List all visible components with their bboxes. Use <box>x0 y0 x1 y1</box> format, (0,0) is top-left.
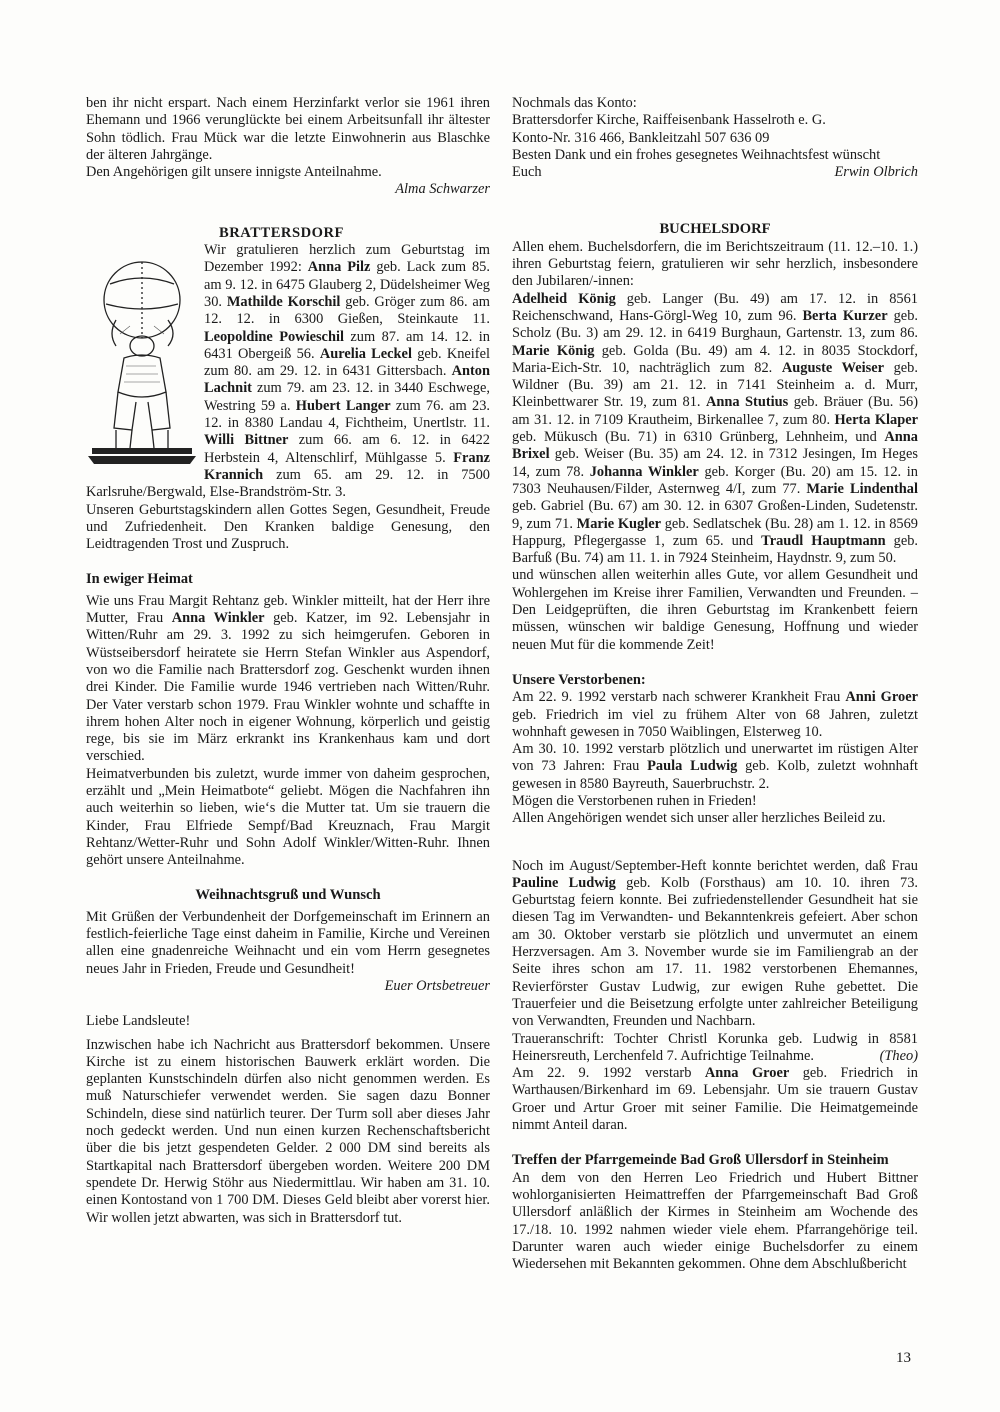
atlas-statue-icon <box>86 242 198 474</box>
konto-line: Brattersdorfer Kirche, Raiffeisenbank Hasselroth e. G. <box>512 112 826 129</box>
verstorbene-section <box>512 672 918 828</box>
konto-signature: Erwin Olbrich <box>834 164 918 181</box>
atlas-statue-illustration <box>86 242 198 474</box>
weihnacht-signature: Euer Ortsbetreuer <box>384 977 490 994</box>
pauline-signature: (Theo) <box>879 1047 918 1064</box>
brattersdorf-wishes: Unseren Geburtstagskindern allen Gottes Segen, Gesundheit, Freude und Zufriedenheit. Den Kranken baldige Genesung, den Leidtragenden Trost und Zuspruch. <box>86 501 490 553</box>
konto-line: Nochmals das Konto: <box>512 95 637 111</box>
condolence-line: Den Angehörigen gilt unsere innigste Anteilnahme. <box>86 164 382 181</box>
buchelsdorf-birthdays: Adelheid König geb. Langer (Bu. 49) am 17. 12. in 8561 Reichenschwand, Hans-Görgl-Weg 10, zum 96. Berta Kurzer geb. Scholz (Bu. 3) am 29. 12. in 6419 Burghaun, Gartenstr. 13, zum 86. Marie König geb. Golda (Bu. 49) am 4. 12. in 8035 Stockdorf, Maria-Eich-Str. 10, nachträglich zum 82. Auguste Weiser geb. Wildner (Bu. 39) am 21. 12. in 7141 Steinheim a. d. Murr, Kleinbettwarer Str. 19, zum 81. Anna Stutius geb. Bräuer (Bu. 56) am 31. 12. in 7109 Krautheim, Birkenallee 7, zum 80. Herta Klaper geb. Mükusch (Bu. 71) in 6310 Grünberg, Lehnheim, und Anna Brixel geb. Weiser (Bu. 35) am 24. 12. in 7312 Jesingen, Im Heges 14, zum 78. Johanna Winkler geb. Korger (Bu. 20) am 15. 12. in 7303 Neuhausen/Filder, Asternweg 4/I, zum 77. Marie Lindenthal geb. Gabriel (Bu. 67) am 30. 12. in 6307 Großen-Linden, Sudetenstr. 9, zum 71. Marie Kugler geb. Sedlatschek (Bu. 28) am 1. 12. in 8569 Happurg, Pflegergasse 1, zum 65. und Traudl Hauptmann geb. Barfuß (Bu. 74) am 11. 1. in 7924 Steinheim, Haydnstr. 9, zum 50. <box>512 290 919 567</box>
konto-greeting: Euch <box>512 164 542 181</box>
landsleute-body: Inzwischen habe ich Nachricht aus Brattersdorf bekommen. Unsere Kirche ist zu einem historischen Bauwerk erklärt worden. Die geplanten Kunstschindeln dürfen also nicht genommen werden. Es muß Naturschiefer verwendet werden. Sie sagen dazu Bonner Schindeln, diese sind natürlich teurer. Der Turm soll aber dieses Jahr noch gedeckt werden. Und nun einen kurzen Rechenschaftsbericht über die bis jetzt gespendeten Gelder. 2 000 DM sind bereits als Startkapital nach Brattersdorf übergeben worden. Weitere 200 DM spendete Dr. Herwig Stöhr aus Niedermittlau. Wir haben am 31. 10. einen Kontostand von 1 700 DM. Dieses Geld bleibt aber vorerst hier. Wir wollen jetzt abwarten, was sich in Brattersdorf tut. <box>86 1036 490 1226</box>
right-column <box>512 95 918 1273</box>
weihnacht-heading: Weihnachtsgruß und Wunsch <box>195 887 381 904</box>
buchelsdorf-section <box>512 221 918 653</box>
landsleute-section <box>86 1013 490 1227</box>
heimat-heading: In ewiger Heimat <box>86 571 193 588</box>
pauline-paragraph: Noch im August/September-Heft konnte berichtet werden, daß Frau Pauline Ludwig geb. Kolb (Forsthaus) am 10. 10. ihren 73. Geburtstag feiern konnte. Bei zufriedenstellender Gesundheit hat sie diesen Tag im Verwandten- und Bekanntenkreis gefeiert. Aber schon am 30. Oktober verstarb sie plötzlich und unvermutet an einem Herzversagen. Am 3. November wurde sie im Familiengrab an der Seite ihres schon am 17. 11. 1982 verstorbenen Ehemannes, Revierförster Gustav Ludwig, zur ewigen Ruhe gebettet. Die Trauerfeier und die Beisetzung erfolgte unter zahlreicher Beteiligung von Verwandten, Freunden und Nachbarn. <box>512 857 918 1030</box>
weihnacht-section <box>86 887 490 995</box>
konto-section <box>512 95 918 181</box>
treffen-body: An dem von den Herren Leo Friedrich und Hubert Bittner wohlorganisierten Heimattreffen der Pfarrgemeinschaft Bad Groß Ullersdorf anläßlich der Kirmes in Steinheim am Wochende des 17./18. 10. 1992 nahmen wieder viele ehem. Pfarrangehörige teil. Darunter waren auch wieder einige Buchelsdorfer zu einem Wiedersehen mit Bekannten gekommen. Ohne dem Abschlußbericht <box>512 1169 918 1273</box>
intro-paragraph: ben ihr nicht erspart. Nach einem Herzinfarkt verlor sie 1961 ihren Ehemann und 1966 verunglückte bei einem Arbeitsunfall ihr ältester Sohn tödlich. Frau Mück war die letzte Einwohnerin aus Blaschke der älteren Jahrgänge. <box>86 95 490 163</box>
page-number: 13 <box>896 1350 911 1366</box>
treffen-section <box>512 1152 918 1273</box>
pauline-section <box>512 858 918 1135</box>
landsleute-salutation: Liebe Landsleute! <box>86 1013 191 1030</box>
brattersdorf-heading: BRATTERSDORF <box>219 224 344 241</box>
buchelsdorf-wishes: und wünschen allen weiterhin alles Gute, vor allem Gesundheit und Wohlergehen im Kreise ihrer Familien, Verwandten und Freunden. – Den Leidgeprüften, die ihren Geburtstag im Krankenbett feiern müssen, wünschen wir baldige Genesung, Hoffnung und wieder neuen Mut für die kommende Zeit! <box>512 567 918 653</box>
left-column <box>86 95 490 1227</box>
buchelsdorf-heading: BUCHELSDORF <box>659 221 771 238</box>
heimat-paragraph-1: Wie uns Frau Margit Rehtanz geb. Winkler mitteilt, hat der Herr ihre Mutter, Frau Anna Winkler geb. Katzer, im 92. Lebensjahr in Witten/Ruhr am 29. 3. 1992 zu sich heimgerufen. Geboren in Wüstseibersdorf heiratete sie Herrn Stefan Winkler aus Aspendorf, von wo die Familie nach Brattersdorf zog. Geschenkt wurden ihnen drei Kinder. Die Familie wurde 1946 vertrieben nach Witten/Ruhr. Der Vater verstarb schon 1979. Frau Winkler wohnte und schaffte in ihrem hohen Alter noch in eigener Wohnung, körperlich und geistig rege, bis sie im März erkrankt ins Krankenhaus kam und dort verschied. <box>86 592 490 765</box>
verstorbene-paragraph: Allen Angehörigen wendet sich unser aller herzliches Beileid zu. <box>512 810 886 827</box>
brattersdorf-section <box>86 225 490 554</box>
verstorbene-paragraph: Mögen die Verstorbenen ruhen in Frieden! <box>512 792 757 809</box>
weihnacht-body: Mit Grüßen der Verbundenheit der Dorfgemeinschaft im Erinnern an festlich-feierliche Tage einst daheim in Familie, Kirche und Vereinen allen eine gnadenreiche Weihnacht und ein vom Herrn gesegnetes neues Jahr in Frieden, Freude und Gesundheit! <box>86 908 490 977</box>
verstorbene-heading: Unsere Verstorbenen: <box>512 671 646 688</box>
treffen-heading: Treffen der Pfarrgemeinde Bad Groß Ullersdorf in Steinheim <box>512 1152 889 1169</box>
pauline-address <box>512 1031 918 1066</box>
anna-groer-paragraph: Am 22. 9. 1992 verstarb Anna Groer geb. Friedrich in Warthausen/Birkenhard im 69. Lebensjahr. Um sie trauern Gustav Groer und Artur Groer mit seiner Familie. Die Heimatgemeinde nimmt Anteil daran. <box>512 1065 918 1134</box>
heimat-paragraph-2: Heimatverbunden bis zuletzt, wurde immer von daheim gesprochen, erzählt und „Mein Heimatbote“ geliebt. Mögen die Nachfahren ihn auch weiterhin so lieben, wie‘s die Mutter tat. Um sie trauern die Kinder, Frau Elfriede Sempf/Bad Kreuznach, Frau Margit Rehtanz/Wetter-Ruhr und Sohn Adolf Winkler/Witten-Ruhr. Ihnen gehört unsere Anteilnahme. <box>86 765 490 869</box>
konto-line: Besten Dank und ein frohes gesegnetes Weihnachtsfest wünscht <box>512 146 881 163</box>
intro-signature: Alma Schwarzer <box>395 181 490 198</box>
verstorbene-paragraph: Am 22. 9. 1992 verstarb nach schwerer Krankheit Frau Anni Groer geb. Friedrich im viel zu frühem Alter von 68 Jahren, zuletzt wohnhaft gewesen in 7050 Waiblingen, Elsterweg 10. <box>512 689 918 740</box>
brattersdorf-birthdays: Wir gratulieren herzlich zum Geburtstag im Dezember 1992: Anna Pilz geb. Lack zum 85. am 9. 12. in 6475 Glauberg 2, Düdelsheimer Weg 30. Mathilde Korschil geb. Gröger zum 86. am 12. 12. in 6300 Gießen, Steinkaute 11. Leopoldine Powieschil zum 87. am 14. 12. in 6431 Obergeiß 56. Aurelia Leckel geb. Kneifel zum 80. am 29. 12. in 6431 Gittersbach. Anton Lachnit zum 79. am 23. 12. in 3440 Eschwege, Westring 59 a. Hubert Langer zum 76. am 23. 12. in 8380 Landau 4, Fichtheim, Unertlstr. 11. Willi Bittner zum 66. am 6. 12. in 6422 Herbstein 4, Altenschlirf, Mühlgasse 5. Franz Krannich zum 65. am 29. 12. in 7500 Karlsruhe/Bergwald, Else-Brandström-Str. 3. <box>86 242 491 501</box>
buchelsdorf-intro: Allen ehem. Buchelsdorfern, die im Berichtszeitraum (11. 12.–10. 1.) ihren Geburtstag feiern, gratulieren wir sehr herzlich, insbesondere den Jubilaren/-innen: <box>512 238 918 290</box>
konto-line: Konto-Nr. 316 466, Bankleitzahl 507 636 09 <box>512 129 770 146</box>
pauline-address-text: Traueranschrift: Tochter Christl Korunka geb. Ludwig in 8581 Heinersreuth, Lerchenfeld 7. Aufrichtige Teilnahme. <box>512 1030 918 1064</box>
verstorbene-paragraph: Am 30. 10. 1992 verstarb plötzlich und unerwartet im rüstigen Alter von 73 Jahren: Frau Paula Ludwig geb. Kolb, zuletzt wohnhaft gewesen in 8580 Bayreuth, Sauerbruchstr. 2. <box>512 741 918 792</box>
heimat-section <box>86 571 490 869</box>
